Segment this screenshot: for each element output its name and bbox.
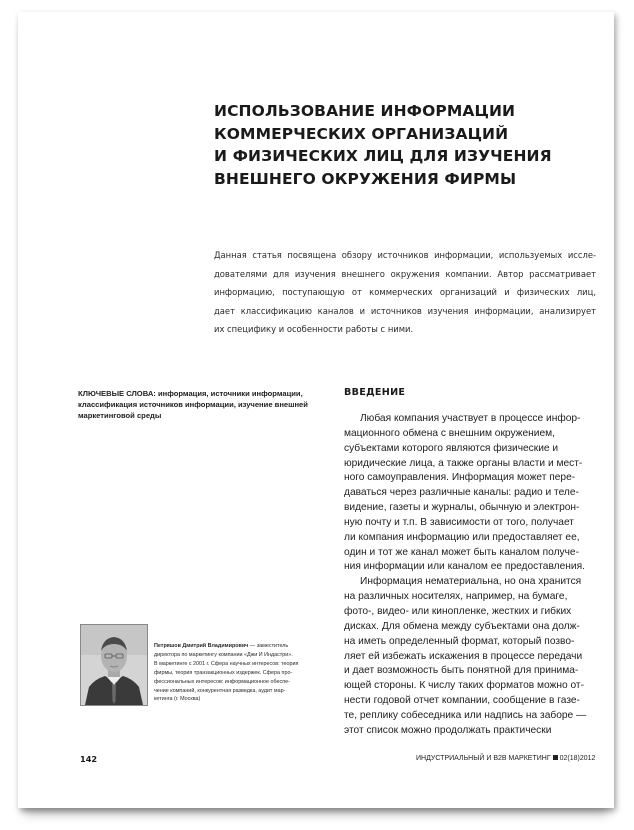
author-photo <box>80 624 148 706</box>
abstract-line: информацию, поступающую от коммерческих организаций и физических лиц, <box>214 287 596 298</box>
body-line: на иметь определенный формат, который позво- <box>344 635 575 647</box>
author-bio <box>154 642 326 704</box>
square-bullet-icon <box>553 755 558 760</box>
body-line: ния информации или каналом ее предоставления. <box>344 561 585 573</box>
body-line: те, реплику собеседника или надпись на заборе — <box>344 709 587 721</box>
keywords-line: КЛЮЧЕВЫЕ СЛОВА: информация, источники информации, <box>78 389 303 398</box>
body-line: субъектами которого являются физические и <box>344 442 559 454</box>
body-line: один и тот же канал может быть каналом получе- <box>344 546 579 558</box>
body-line: ляет ей избежать искажения в процессе передачи <box>344 650 583 662</box>
title-line: КОММЕРЧЕСКИХ ОРГАНИЗАЦИЙ <box>214 124 509 143</box>
body-line: дисках. Для обмена между субъектами она долж- <box>344 620 580 632</box>
title-line: ИСПОЛЬЗОВАНИЕ ИНФОРМАЦИИ <box>214 102 516 120</box>
title-line: ВНЕШНЕГО ОКРУЖЕНИЯ ФИРМЫ <box>214 169 517 188</box>
body-line: и дает возможность быть понятной для принима- <box>344 665 579 677</box>
body-line: мационного обмена с внешним окружением, <box>344 427 555 439</box>
bio-line: кетинга (г. Москва) <box>154 696 201 703</box>
body-line: юридические лица, а также органы власти и мест- <box>344 457 583 469</box>
bio-role-start: — заместитель <box>248 643 289 649</box>
abstract-line: их специфику и особенности работы с ними. <box>214 324 414 335</box>
bio-line: В маркетинге с 2001 г. Сфера научных интересов: теория <box>154 660 299 667</box>
page-number: 142 <box>80 754 98 764</box>
keywords-line: маркетинговой среды <box>78 411 162 421</box>
keywords-line: классификация источников информации, изучение внешней <box>78 400 308 410</box>
body-line: ющей стороны. К числу таких форматов можно от- <box>344 680 584 692</box>
keywords-block <box>78 388 322 422</box>
body-line: на различных носителях, например, на бумаге, <box>344 591 568 603</box>
body-line: Информация нематериальна, но она хранится <box>360 576 582 588</box>
abstract-line: Данная статья посвящена обзору источников информации, используемых иссле- <box>214 250 596 260</box>
body-line: даваться через различные каналы: радио и теле- <box>344 487 579 499</box>
body-line: нести годовой отчет компании, сообщение в газе- <box>344 695 580 707</box>
body-line: ли компания информацию или предоставляет ее, <box>344 531 580 543</box>
author-name: Петряшов Дмитрий Владимирович <box>154 643 249 649</box>
article-title <box>214 100 594 190</box>
body-line: видение, газеты и журналы, обычную и электрон- <box>344 502 580 514</box>
section-heading: ВВЕДЕНИЕ <box>344 387 406 398</box>
bio-first-line <box>154 642 326 651</box>
article-abstract <box>214 246 596 339</box>
journal-name: ИНДУСТРИАЛЬНЫЙ И B2B МАРКЕТИНГ <box>416 755 551 762</box>
issue-number: 02(18)2012 <box>559 755 596 762</box>
title-line: И ФИЗИЧЕСКИХ ЛИЦ ДЛЯ ИЗУЧЕНИЯ <box>214 147 552 165</box>
body-line: ную почту и т.п. В зависимости от того, получает <box>344 516 574 528</box>
body-line: фото-, видео- или кинопленке, жестких и гибких <box>344 605 572 617</box>
bio-line: чение компаний, конкурентная разведка, аудит мар- <box>154 687 286 694</box>
journal-page <box>18 12 614 808</box>
body-line: этот список можно продолжать практически <box>344 724 552 736</box>
author-portrait-icon <box>81 625 147 705</box>
abstract-line: дает классификацию каналов и источников изучения информации, анализирует <box>214 305 596 316</box>
body-line: Любая компания участвует в процессе инфор- <box>360 413 581 424</box>
bio-line: фессиональных интересов: информационное обеспе- <box>154 678 290 685</box>
body-column <box>344 412 586 739</box>
bio-line: директора по маркетингу компании «Джи И Индастри». <box>154 651 293 658</box>
body-line: ного самоуправления. Информация может пере- <box>344 472 576 484</box>
journal-footer <box>416 755 595 762</box>
abstract-line: дователями для изучения внешнего окружения компании. Автор рассматривает <box>214 268 596 279</box>
bio-line: фирмы, теория транзакционных издержек. Сфера про- <box>154 669 293 676</box>
